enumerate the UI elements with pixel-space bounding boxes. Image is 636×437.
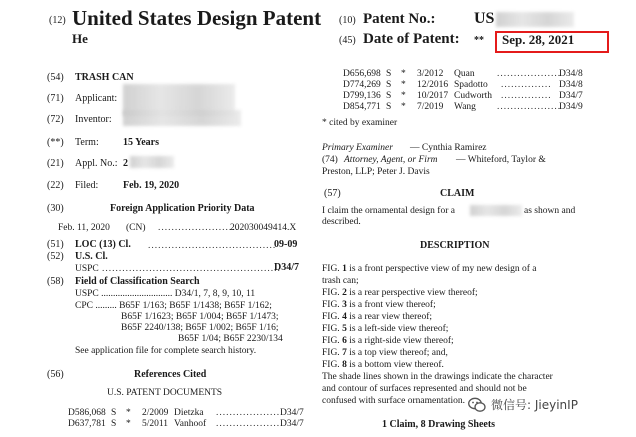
ref-star: *: [401, 69, 406, 79]
fig-label: FIG.: [322, 360, 340, 370]
figure-line: [322, 335, 454, 347]
fig-text: is a bottom view thereof.: [349, 360, 444, 370]
fig-text: is a rear perspective view thereof;: [349, 288, 478, 298]
fig-number: 2: [342, 288, 347, 298]
ref-name: Cudworth: [454, 91, 492, 101]
figure-line: [322, 275, 359, 287]
attorney-code: (74): [322, 155, 338, 165]
fig-number: 7: [342, 348, 347, 358]
ref-date: 2/2009: [142, 408, 169, 418]
fig-number: 5: [342, 324, 347, 334]
uscl-code: (52): [47, 251, 64, 262]
attorney-line1: — Whiteford, Taylor &: [456, 155, 546, 165]
inventor-label: Inventor:: [75, 114, 112, 125]
fig-number: 6: [342, 336, 347, 346]
field-search-cpc-3: B65F 2240/138; B65F 1/002; B65F 1/16;: [121, 323, 279, 333]
fig-label: FIG.: [322, 336, 340, 346]
appl-no-code: (21): [47, 158, 64, 169]
claim-code: (57): [324, 188, 341, 199]
fig-number: 8: [342, 360, 347, 370]
field-search-cpc-2: B65F 1/1623; B65F 1/004; B65F 1/1473;: [121, 312, 279, 322]
field-search-code: (58): [47, 276, 64, 287]
cited-by-examiner: * cited by examiner: [322, 118, 398, 128]
attorney-line2: Preston, LLP; Peter J. Davis: [322, 167, 430, 177]
ref-class: D34/7: [280, 419, 304, 429]
ref-class: D34/8: [559, 80, 583, 90]
appl-no-value: 2: [123, 158, 128, 169]
references-heading: References Cited: [134, 369, 207, 380]
filed-code: (22): [47, 180, 64, 191]
uscl-dots: .....................................................: [102, 264, 281, 274]
ref-number: D656,698: [343, 69, 381, 79]
fig-text: is a right-side view thereof;: [349, 336, 454, 346]
appl-no-label: Appl. No.:: [75, 158, 118, 169]
figure-line: [322, 263, 537, 275]
ref-number: D637,781: [68, 419, 106, 429]
wechat-logo-icon: [468, 397, 486, 413]
shade-lines-1: The shade lines shown in the drawings indicate the character: [322, 372, 553, 382]
fig-number: 3: [342, 300, 347, 310]
fig-label: FIG.: [322, 288, 340, 298]
fig-label: FIG.: [322, 324, 340, 334]
term-label: Term:: [75, 137, 99, 148]
term-code: (**): [47, 137, 64, 148]
ref-name: Wang: [454, 102, 476, 112]
fig-number: 4: [342, 312, 347, 322]
redacted-claim-item: [470, 205, 522, 216]
ref-date: 10/2017: [417, 91, 449, 101]
references-subheading: U.S. PATENT DOCUMENTS: [107, 388, 223, 398]
inventor-surname: He: [72, 31, 88, 46]
ref-dots: ...............: [501, 80, 552, 90]
ref-dots: ...................: [497, 102, 562, 112]
ref-kind: S: [111, 419, 117, 429]
field-search-uspc: USPC .............................. D34/1, 7, 8, 9, 10, 11: [75, 289, 256, 299]
ref-class: D34/7: [280, 408, 304, 418]
ref-dots: ...................: [216, 419, 281, 429]
foreign-country: (CN): [126, 223, 146, 233]
ref-kind: S: [386, 80, 392, 90]
ref-star: *: [126, 419, 131, 429]
description-heading: DESCRIPTION: [420, 240, 490, 251]
ref-number: D586,068: [68, 408, 106, 418]
uscl-value: D34/7: [274, 262, 299, 273]
redacted-appl-no: [130, 156, 174, 168]
fig-number: 1: [342, 264, 347, 274]
patent-no-label: Patent No.:: [363, 11, 436, 27]
uscl-sub-label: USPC: [75, 264, 99, 274]
term-value: 15 Years: [123, 137, 160, 148]
primary-examiner-value: — Cynthia Ramirez: [410, 143, 487, 153]
title-field-value: TRASH CAN: [75, 72, 134, 83]
loc-label: LOC (13) Cl.: [75, 239, 131, 250]
ref-name: Vanhoof: [174, 419, 207, 429]
foreign-code: (30): [47, 203, 64, 214]
ref-kind: S: [386, 102, 392, 112]
foreign-date: Feb. 11, 2020: [58, 223, 110, 233]
redacted-patent-number: [496, 12, 574, 27]
claim-heading: CLAIM: [440, 188, 475, 199]
ref-kind: S: [386, 69, 392, 79]
ref-date: 12/2016: [417, 80, 449, 90]
fig-text: is a top view thereof; and,: [349, 348, 448, 358]
patent-no-value: US: [474, 10, 495, 27]
claims-sheets-footer: 1 Claim, 8 Drawing Sheets: [382, 419, 496, 430]
field-search-cpc-1: CPC ......... B65F 1/163; B65F 1/1438; B65F 1/162;: [75, 301, 272, 311]
figure-line: [322, 287, 478, 299]
ref-name: Quan: [454, 69, 475, 79]
ref-number: D799,136: [343, 91, 381, 101]
figure-line: [322, 299, 436, 311]
ref-kind: S: [386, 91, 392, 101]
ref-star: *: [401, 102, 406, 112]
ref-star: *: [126, 408, 131, 418]
ref-star: *: [401, 80, 406, 90]
field-search-cpc-4: B65F 1/04; B65F 2230/134: [178, 334, 283, 344]
fig-label: FIG.: [322, 264, 340, 274]
title-code: (12): [49, 15, 66, 26]
primary-examiner-label: Primary Examiner: [322, 143, 393, 153]
ref-dots: ...................: [216, 408, 281, 418]
ref-class: D34/9: [559, 102, 583, 112]
fig-label: FIG.: [322, 312, 340, 322]
fig-text: is a front perspective view of my new design of a: [349, 264, 537, 274]
loc-code: (51): [47, 239, 64, 250]
ref-name: Spadotto: [454, 80, 488, 90]
ref-class: D34/8: [559, 69, 583, 79]
applicant-label: Applicant:: [75, 93, 118, 104]
figure-line: [322, 311, 432, 323]
fig-text: trash can;: [322, 276, 359, 286]
filed-value: Feb. 19, 2020: [123, 180, 180, 191]
claim-text-line2: described.: [322, 217, 361, 227]
watermark-text: 微信号: JieyinIP: [491, 398, 578, 412]
ref-date: 3/2012: [417, 69, 444, 79]
foreign-number: 202030049414.X: [230, 223, 297, 233]
ref-date: 5/2011: [142, 419, 169, 429]
inventor-code: (72): [47, 114, 64, 125]
ref-dots: ...............: [501, 91, 552, 101]
title-field-code: (54): [47, 72, 64, 83]
date-label: Date of Patent:: [363, 31, 460, 47]
applicant-code: (71): [47, 93, 64, 104]
ref-dots: ...................: [497, 69, 562, 79]
uscl-label: U.S. Cl.: [75, 251, 108, 262]
foreign-heading: Foreign Application Priority Data: [110, 203, 255, 214]
date-of-patent: Sep. 28, 2021: [502, 32, 575, 47]
shade-lines-3: confused with surface ornamentation.: [322, 396, 465, 406]
redacted-inventor: [123, 110, 241, 126]
figure-line: [322, 347, 448, 359]
ref-kind: S: [111, 408, 117, 418]
field-search-heading: Field of Classification Search: [75, 276, 200, 287]
attorney-label: Attorney, Agent, or Firm: [344, 155, 438, 165]
date-marker: **: [474, 35, 484, 46]
document-title: United States Design Patent: [72, 6, 322, 30]
date-code: (45): [339, 35, 356, 46]
ref-number: D774,269: [343, 80, 381, 90]
claim-text-start: I claim the ornamental design for a: [322, 206, 455, 216]
ref-date: 7/2019: [417, 102, 444, 112]
fig-text: is a front view thereof;: [349, 300, 436, 310]
loc-dots: ......................................: [148, 241, 277, 251]
ref-class: D34/7: [559, 91, 583, 101]
fig-text: is a rear view thereof;: [349, 312, 433, 322]
fig-text: is a left-side view thereof;: [349, 324, 449, 334]
shade-lines-2: and contour of surfaces represented and should not be: [322, 384, 527, 394]
patent-no-code: (10): [339, 15, 356, 26]
fig-label: FIG.: [322, 300, 340, 310]
references-code: (56): [47, 369, 64, 380]
ref-number: D854,771: [343, 102, 381, 112]
loc-value: 09-09: [274, 239, 298, 250]
ref-name: Dietzka: [174, 408, 204, 418]
fig-label: FIG.: [322, 348, 340, 358]
claim-text-end: as shown and: [524, 206, 576, 216]
filed-label: Filed:: [75, 180, 99, 191]
ref-star: *: [401, 91, 406, 101]
foreign-dots: ........................: [158, 223, 239, 233]
field-search-note: See application file for complete search history.: [75, 346, 257, 356]
figure-line: [322, 323, 448, 335]
figure-line: [322, 359, 444, 371]
wechat-watermark: [468, 396, 578, 413]
